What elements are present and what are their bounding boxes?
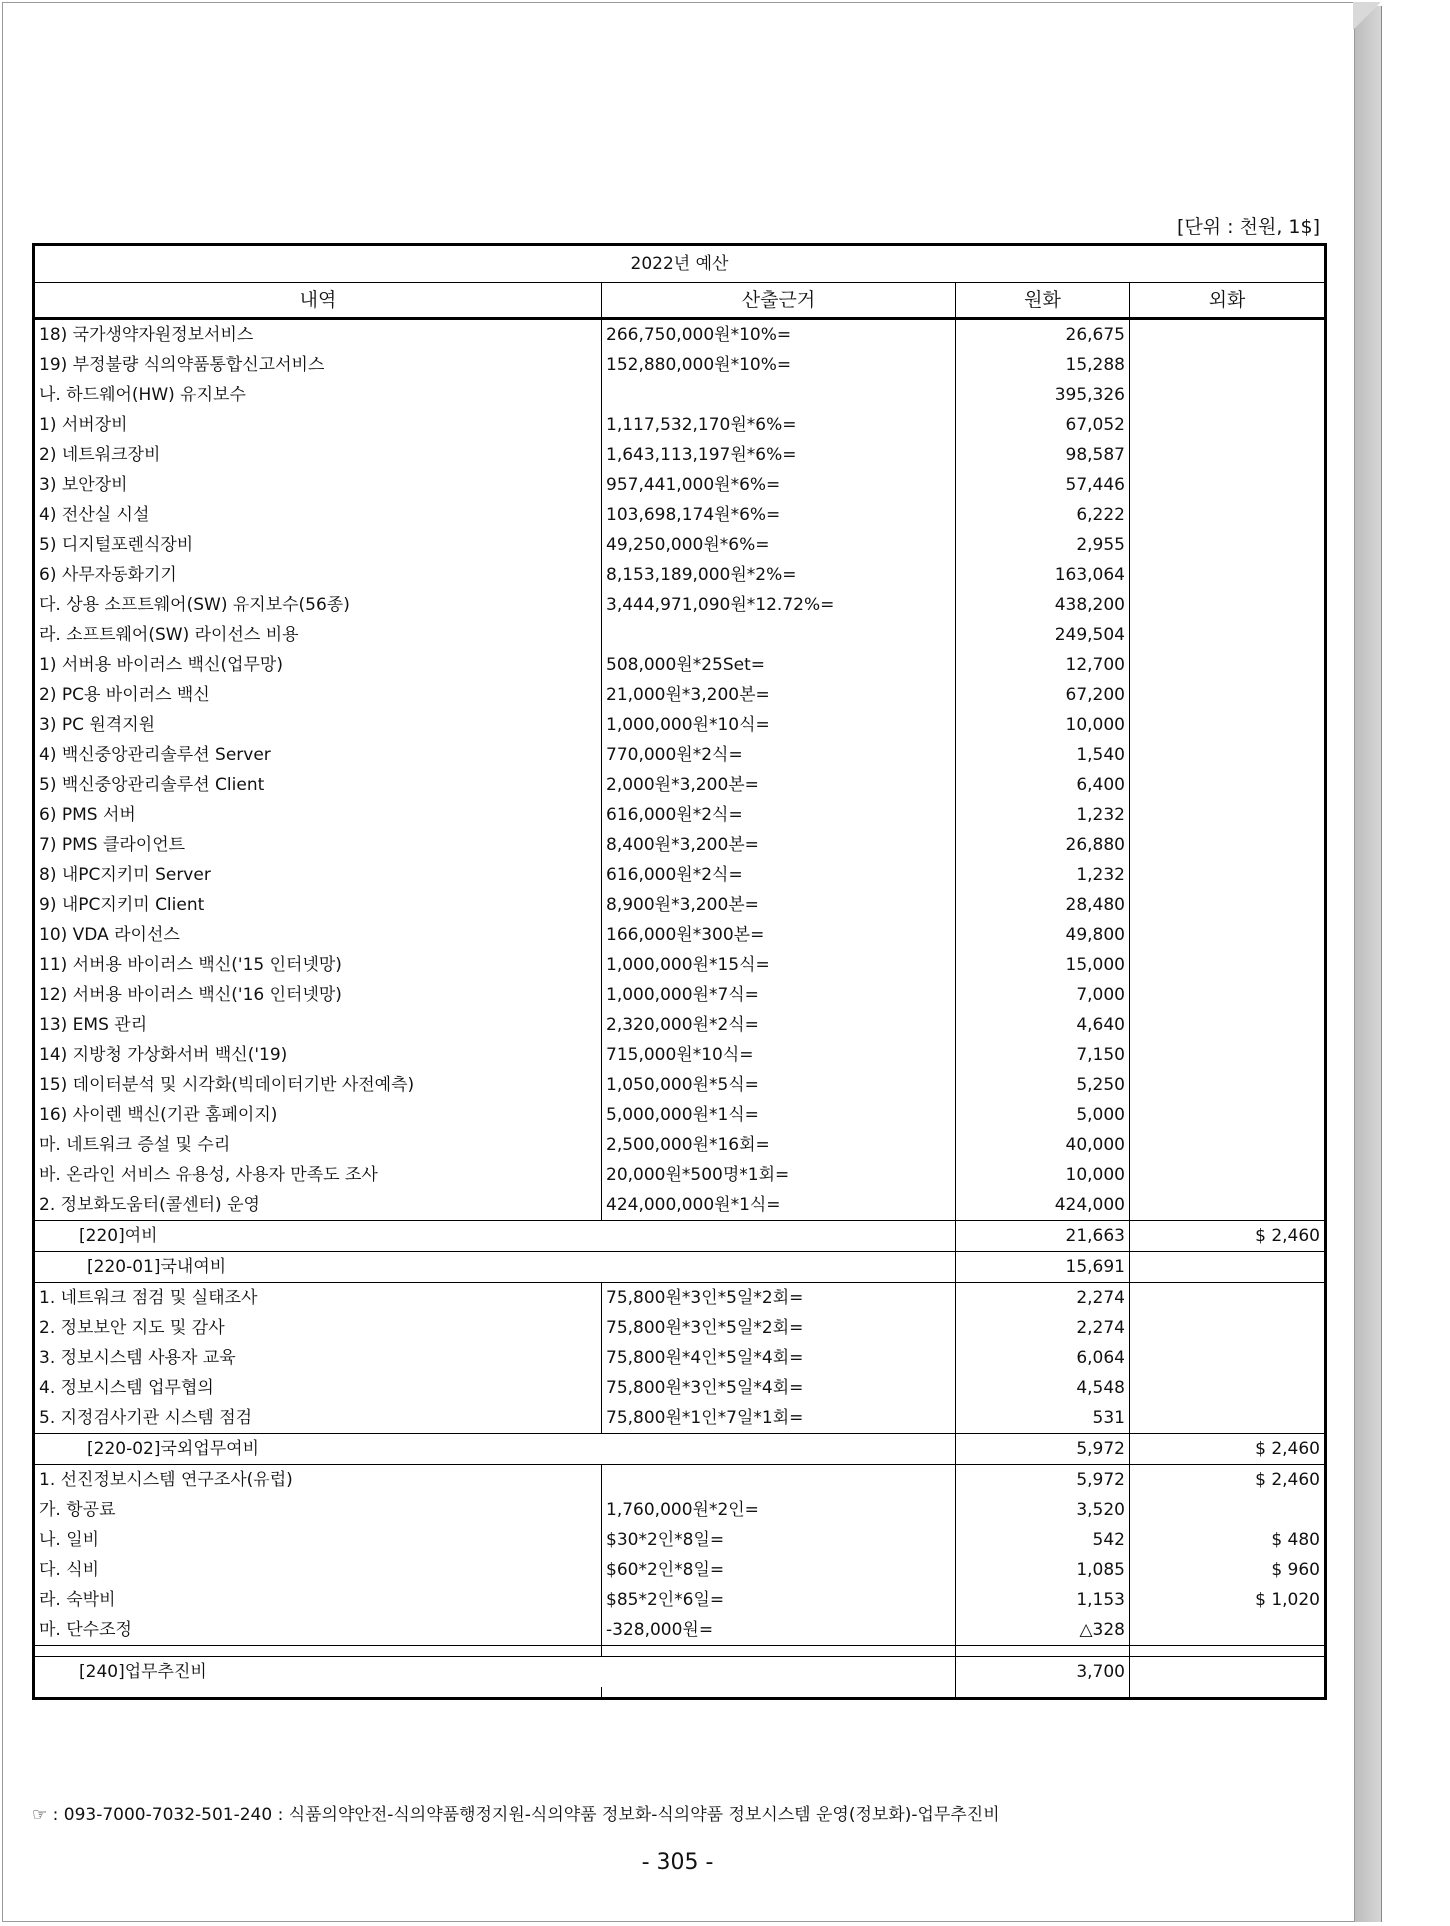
row-krw: 3,520 (956, 1495, 1130, 1525)
row-krw: 12,700 (956, 650, 1130, 680)
row-krw: 6,400 (956, 770, 1130, 800)
row-fx: $ 960 (1271, 1560, 1320, 1580)
table-row (34, 1615, 1326, 1646)
row-krw: 5,250 (956, 1070, 1130, 1100)
row-item: 바. 온라인 서비스 유용성, 사용자 만족도 조사 (34, 1160, 602, 1190)
row-krw: 6,064 (956, 1343, 1130, 1373)
section-label: [220-02]국외업무여비 (34, 1434, 956, 1465)
row-basis: 103,698,174원*6%= (602, 500, 956, 530)
row-item: 8) 내PC지키미 Server (34, 860, 602, 890)
row-item: 나. 하드웨어(HW) 유지보수 (34, 380, 602, 410)
row-item: 12) 서버용 바이러스 백신('16 인터넷망) (34, 980, 602, 1010)
section-row-240 (34, 1657, 1326, 1688)
row-fx (1130, 620, 1326, 650)
row-basis: 770,000원*2식= (602, 740, 956, 770)
row-fx (1130, 530, 1326, 560)
table-row (34, 1100, 1326, 1130)
row-krw: 1,232 (956, 860, 1130, 890)
row-fx (1130, 680, 1326, 710)
row-fx (1130, 1190, 1326, 1221)
row-krw: 6,222 (956, 500, 1130, 530)
table-row (34, 560, 1326, 590)
row-krw: 57,446 (956, 470, 1130, 500)
table-row (34, 1495, 1326, 1525)
table-row (34, 920, 1326, 950)
row-fx (1130, 1100, 1326, 1130)
section-label: [220]여비 (34, 1221, 956, 1252)
row-krw: △328 (956, 1615, 1130, 1646)
row-fx (1130, 1615, 1326, 1646)
row-basis: 75,800원*3인*5일*2회= (602, 1283, 956, 1314)
row-item: 11) 서버용 바이러스 백신('15 인터넷망) (34, 950, 602, 980)
row-item: 16) 사이렌 백신(기관 홈페이지) (34, 1100, 602, 1130)
row-krw: 7,150 (956, 1040, 1130, 1070)
row-basis: 266,750,000원*10%= (602, 319, 956, 351)
row-item: 1. 네트워크 점검 및 실태조사 (34, 1283, 602, 1314)
row-krw: 2,274 (956, 1313, 1130, 1343)
table-row (34, 1525, 1326, 1555)
row-krw: 1,153 (956, 1585, 1130, 1615)
row-krw: 15,000 (956, 950, 1130, 980)
row-item: 다. 상용 소프트웨어(SW) 유지보수(56종) (34, 590, 602, 620)
row-basis: 8,900원*3,200본= (602, 890, 956, 920)
row-fx (1130, 590, 1326, 620)
row-item: 4) 전산실 시설 (34, 500, 602, 530)
table-row (34, 950, 1326, 980)
header-krw: 원화 (956, 283, 1130, 319)
row-item: 5) 백신중앙관리솔루션 Client (34, 770, 602, 800)
table-row (34, 770, 1326, 800)
row-basis (602, 1465, 956, 1496)
row-krw: 163,064 (956, 560, 1130, 590)
table-row (34, 1070, 1326, 1100)
row-basis: 75,800원*1인*7일*1회= (602, 1403, 956, 1434)
row-item: 라. 소프트웨어(SW) 라이선스 비용 (34, 620, 602, 650)
row-krw: 40,000 (956, 1130, 1130, 1160)
row-basis: 2,500,000원*16회= (602, 1130, 956, 1160)
table-row (34, 1160, 1326, 1190)
page-edge-shadow (1355, 6, 1382, 1922)
row-fx (1130, 650, 1326, 680)
row-fx (1130, 710, 1326, 740)
table-row (34, 1040, 1326, 1070)
row-basis: 8,153,189,000원*2%= (602, 560, 956, 590)
row-krw: 542 (956, 1525, 1130, 1555)
row-krw: 249,504 (956, 620, 1130, 650)
row-basis: 75,800원*4인*5일*4회= (602, 1343, 956, 1373)
table-title: 2022년 예산 (34, 245, 1326, 283)
row-item: 3) 보안장비 (34, 470, 602, 500)
row-fx (1130, 319, 1326, 351)
table-row (34, 590, 1326, 620)
section-krw: 21,663 (956, 1221, 1130, 1252)
table-row (34, 1313, 1326, 1343)
row-item: 1) 서버장비 (34, 410, 602, 440)
row-krw: 26,675 (956, 319, 1130, 351)
row-item: 6) PMS 서버 (34, 800, 602, 830)
row-fx (1130, 380, 1326, 410)
table-title-row (34, 245, 1326, 283)
table-row (34, 530, 1326, 560)
row-item: 15) 데이터분석 및 시각화(빅데이터기반 사전예측) (34, 1070, 602, 1100)
row-fx (1130, 440, 1326, 470)
row-basis: 1,117,532,170원*6%= (602, 410, 956, 440)
row-item: 2) PC용 바이러스 백신 (34, 680, 602, 710)
row-item: 18) 국가생약자원정보서비스 (34, 319, 602, 351)
row-item: 9) 내PC지키미 Client (34, 890, 602, 920)
row-krw: 2,955 (956, 530, 1130, 560)
row-krw: 1,085 (956, 1555, 1130, 1585)
table-row (34, 680, 1326, 710)
table-header-row (34, 283, 1326, 319)
row-krw: 10,000 (956, 710, 1130, 740)
page-number: - 305 - (641, 1850, 714, 1875)
row-item: 마. 단수조정 (34, 1615, 602, 1646)
row-krw: 7,000 (956, 980, 1130, 1010)
row-fx (1130, 1373, 1326, 1403)
row-fx (1130, 1495, 1326, 1525)
row-basis: $30*2인*8일= (602, 1525, 956, 1555)
row-basis: 1,050,000원*5식= (602, 1070, 956, 1100)
row-fx (1130, 950, 1326, 980)
table-row (34, 319, 1326, 351)
row-krw: 424,000 (956, 1190, 1130, 1221)
table-row (34, 890, 1326, 920)
row-basis: $60*2인*8일= (602, 1555, 956, 1585)
row-fx (1130, 920, 1326, 950)
row-fx (1130, 560, 1326, 590)
row-basis: 957,441,000원*6%= (602, 470, 956, 500)
row-krw: 5,000 (956, 1100, 1130, 1130)
row-item: 2. 정보보안 지도 및 감사 (34, 1313, 602, 1343)
table-row (34, 1130, 1326, 1160)
row-fx (1130, 830, 1326, 860)
section-label: [220-01]국내여비 (34, 1252, 956, 1283)
row-fx (1130, 1010, 1326, 1040)
row-basis: 715,000원*10식= (602, 1040, 956, 1070)
row-fx (1130, 1130, 1326, 1160)
row-basis: 2,320,000원*2식= (602, 1010, 956, 1040)
row-krw: 5,972 (956, 1465, 1130, 1496)
row-fx (1130, 1070, 1326, 1100)
row-item: 2) 네트워크장비 (34, 440, 602, 470)
row-fx (1130, 740, 1326, 770)
row-krw: 67,200 (956, 680, 1130, 710)
spacer-row (34, 1687, 1326, 1699)
table-row (34, 1010, 1326, 1040)
table-row (34, 1343, 1326, 1373)
row-fx: $ 2,460 (1130, 1465, 1326, 1496)
row-krw: 26,880 (956, 830, 1130, 860)
table-row (34, 1373, 1326, 1403)
row-item: 13) EMS 관리 (34, 1010, 602, 1040)
row-item: 4. 정보시스템 업무협의 (34, 1373, 602, 1403)
row-fx: $ 1,020 (1255, 1590, 1320, 1610)
row-fx (1130, 500, 1326, 530)
table-row (34, 620, 1326, 650)
row-basis: 75,800원*3인*5일*2회= (602, 1313, 956, 1343)
table-row (34, 1465, 1326, 1496)
row-basis: 424,000,000원*1식= (602, 1190, 956, 1221)
row-fx (1130, 1343, 1326, 1373)
section-krw: 5,972 (956, 1434, 1130, 1465)
row-item: 가. 항공료 (34, 1495, 602, 1525)
table-row (34, 1283, 1326, 1314)
row-basis: 152,880,000원*10%= (602, 350, 956, 380)
section-fx (1130, 1252, 1326, 1283)
table-row (34, 830, 1326, 860)
header-basis: 산출근거 (602, 283, 956, 319)
section-fx: $ 2,460 (1130, 1221, 1326, 1252)
row-fx (1130, 800, 1326, 830)
row-fx (1130, 1040, 1326, 1070)
table-row (34, 350, 1326, 380)
section-row-220-02 (34, 1434, 1326, 1465)
row-fx (1130, 1313, 1326, 1343)
row-item: 3. 정보시스템 사용자 교육 (34, 1343, 602, 1373)
table-row (34, 410, 1326, 440)
row-basis: 20,000원*500명*1회= (602, 1160, 956, 1190)
row-fx (1130, 1160, 1326, 1190)
row-krw: 531 (956, 1403, 1130, 1434)
row-krw: 15,288 (956, 350, 1130, 380)
row-item: 라. 숙박비 (34, 1585, 602, 1615)
row-item: 5) 디지털포렌식장비 (34, 530, 602, 560)
row-basis: 1,000,000원*10식= (602, 710, 956, 740)
row-item: 5. 지정검사기관 시스템 점검 (34, 1403, 602, 1434)
row-basis: 49,250,000원*6%= (602, 530, 956, 560)
row-basis: 616,000원*2식= (602, 800, 956, 830)
row-basis (602, 380, 956, 410)
table-row (34, 470, 1326, 500)
row-basis: 8,400원*3,200본= (602, 830, 956, 860)
row-item: 7) PMS 클라이언트 (34, 830, 602, 860)
row-basis: -328,000원= (602, 1615, 956, 1646)
row-item: 2. 정보화도움터(콜센터) 운영 (34, 1190, 602, 1221)
unit-label: [단위 : 천원, 1$] (1177, 216, 1320, 238)
row-item: 다. 식비 (34, 1555, 602, 1585)
table-row (34, 740, 1326, 770)
row-krw: 49,800 (956, 920, 1130, 950)
row-krw: 4,640 (956, 1010, 1130, 1040)
section-fx (1130, 1657, 1326, 1688)
row-item: 6) 사무자동화기기 (34, 560, 602, 590)
row-item: 10) VDA 라이선스 (34, 920, 602, 950)
row-basis: 2,000원*3,200본= (602, 770, 956, 800)
row-fx: $ 480 (1271, 1530, 1320, 1550)
table-row (34, 1585, 1326, 1615)
row-basis (602, 620, 956, 650)
row-basis: $85*2인*6일= (602, 1585, 956, 1615)
table-row (34, 980, 1326, 1010)
row-basis: 616,000원*2식= (602, 860, 956, 890)
row-basis: 1,000,000원*7식= (602, 980, 956, 1010)
section-fx: $ 2,460 (1130, 1434, 1326, 1465)
section-row-220-01 (34, 1252, 1326, 1283)
table-row (34, 380, 1326, 410)
row-fx (1130, 860, 1326, 890)
row-krw: 438,200 (956, 590, 1130, 620)
table-row (34, 440, 1326, 470)
row-krw: 1,540 (956, 740, 1130, 770)
row-fx (1130, 890, 1326, 920)
header-fx: 외화 (1130, 283, 1326, 319)
row-fx (1130, 1403, 1326, 1434)
row-item: 나. 일비 (34, 1525, 602, 1555)
section-label: [240]업무추진비 (34, 1657, 956, 1688)
row-item: 4) 백신중앙관리솔루션 Server (34, 740, 602, 770)
row-krw: 2,274 (956, 1283, 1130, 1314)
footnote: ☞ : 093-7000-7032-501-240 : 식품의약안전-식의약품행정지원-식의약품 정보화-식의약품 정보시스템 운영(정보화)-업무추진비 (32, 1805, 1000, 1825)
row-basis: 21,000원*3,200본= (602, 680, 956, 710)
row-krw: 10,000 (956, 1160, 1130, 1190)
row-item: 마. 네트워크 증설 및 수리 (34, 1130, 602, 1160)
row-basis: 508,000원*25Set= (602, 650, 956, 680)
row-krw: 98,587 (956, 440, 1130, 470)
row-basis: 1,643,113,197원*6%= (602, 440, 956, 470)
table-row (34, 800, 1326, 830)
section-krw: 3,700 (956, 1657, 1130, 1688)
page-curl (1353, 2, 1381, 30)
section-row-220 (34, 1221, 1326, 1252)
table-row (34, 1190, 1326, 1221)
spacer-row (34, 1646, 1326, 1657)
row-basis: 1,000,000원*15식= (602, 950, 956, 980)
section-krw: 15,691 (956, 1252, 1130, 1283)
budget-table (32, 243, 1327, 1700)
row-item: 1) 서버용 바이러스 백신(업무망) (34, 650, 602, 680)
row-fx (1130, 350, 1326, 380)
row-basis: 3,444,971,090원*12.72%= (602, 590, 956, 620)
table-row (34, 860, 1326, 890)
table-row (34, 650, 1326, 680)
row-fx (1130, 1283, 1326, 1314)
table-row (34, 1555, 1326, 1585)
row-fx (1130, 410, 1326, 440)
table-row (34, 710, 1326, 740)
table-row (34, 1403, 1326, 1434)
row-basis: 5,000,000원*1식= (602, 1100, 956, 1130)
row-krw: 67,052 (956, 410, 1130, 440)
row-krw: 1,232 (956, 800, 1130, 830)
row-item: 1. 선진정보시스템 연구조사(유럽) (34, 1465, 602, 1496)
row-krw: 395,326 (956, 380, 1130, 410)
row-krw: 28,480 (956, 890, 1130, 920)
row-item: 3) PC 원격지원 (34, 710, 602, 740)
header-item: 내역 (34, 283, 602, 319)
row-fx (1130, 770, 1326, 800)
row-basis: 1,760,000원*2인= (602, 1495, 956, 1525)
row-fx (1130, 470, 1326, 500)
row-basis: 166,000원*300본= (602, 920, 956, 950)
row-fx (1130, 980, 1326, 1010)
row-item: 19) 부정불량 식의약품통합신고서비스 (34, 350, 602, 380)
row-basis: 75,800원*3인*5일*4회= (602, 1373, 956, 1403)
row-item: 14) 지방청 가상화서버 백신('19) (34, 1040, 602, 1070)
row-krw: 4,548 (956, 1373, 1130, 1403)
table-row (34, 500, 1326, 530)
